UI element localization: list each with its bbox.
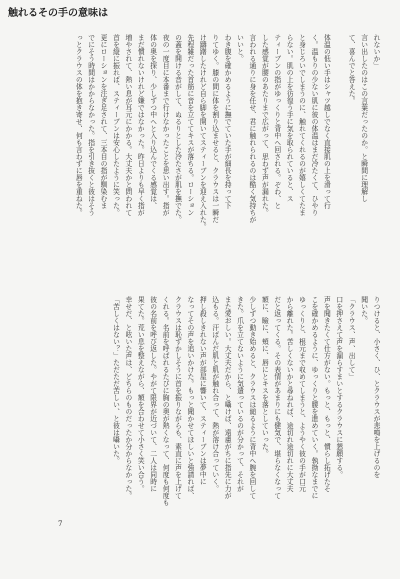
text-line: 先程雑だった首筋に音を立ててキスが落ちる。ローション [185, 34, 194, 216]
text-line: 体温の低い手はシャツ越しでなく直接肌の上を滑って行 [322, 34, 331, 209]
text-line: まだ慣れないけれど嫌ではなかった。昨日よりも早く指が [136, 34, 145, 216]
text-line: でにそう時間はかからなかった。指を引き抜くと彼はそう [86, 34, 95, 216]
text-line: 彼の名前を呼び返した。やがて限界が近づいて、二人は同時に [148, 296, 157, 492]
running-header: 触れるその手の意味は [8, 8, 108, 19]
text-line: した感覚が腰のあたりまで広がって、思わず声が漏れた。 [260, 34, 269, 216]
page-number: 7 [58, 520, 63, 528]
text-line: 更にローションを注ぎ足されて、三本目の指が馴染むま [99, 34, 108, 209]
text-line: け躊躇したけれど自ら脚を開いてスティーブンを迎え入れた。 [198, 34, 207, 230]
text-line: 体の奥を探り、少しずつ中へと入り込んでくる感覚は、 [148, 34, 157, 209]
text-line: れないか」 [372, 34, 380, 69]
text-line: 声を聞きたくて仕方がない。もっと、もっと、慣らし拓げたそ [322, 296, 331, 492]
lower-text-block [109, 296, 382, 534]
text-line: 込もる。汗ばんだ肌と肌が触れ合って、熱が溶け合っていく。 [210, 296, 219, 492]
text-line: わき腹を確かめるように撫でていた手が細長を持って下 [223, 34, 232, 209]
text-line: きた。爪を立てないように気遣っているのが分かって、それが [235, 296, 244, 492]
text-line: 少しずつ動き始めると、クラウスは縋るように背中へ腕を回して [247, 296, 256, 499]
text-line: ティーブンの指がゆっくりと背中へ回される。ぞわ、と [272, 34, 281, 209]
text-line: 言われる通りに身を任せ、君に触れられるのは酷く気持ちが [247, 34, 256, 223]
text-line: く。温もりの少ない肌に彼の体温はまだ冷たくて、ひやり [309, 34, 318, 216]
text-line: から離れた。苦しくないかと尋ねれば、途切れ途切れに大丈夫 [285, 296, 294, 492]
text-line: クラウスは恥ずかしそうに首を振りながらも、素直に声を上げて [173, 296, 182, 499]
text-line: こを確かめるように、ゆっくりと腰を進めていく。執拗なまでに [309, 296, 318, 499]
text-line: 「クラウス、声、出して」 [347, 296, 356, 380]
text-line: 聞いた。 [359, 296, 368, 324]
text-line: 額に、瞼に、頬に、唇にとキスを落としていった。 [260, 296, 269, 457]
text-line: 押し殺しきれない声が部屋に響いて、スティーブンは夢中に [198, 296, 207, 485]
text-line: 言い出したのはこの言葉だったのか。と瞬間に理解し [359, 34, 368, 202]
text-line: 口を押さえて声を漏らすまいとするクラウスに懇願する。 [334, 296, 343, 478]
text-line: と身じろいでしまうのに、触れてくれるのが嬉しくてたま [297, 34, 306, 216]
text-line: て、喜んでと答えた。 [347, 34, 356, 104]
text-line: 首を縦に振れば、スティーブンは安心したように笑った。 [111, 34, 120, 216]
text-line: くれる。名前を呼ばれるたびに胸の奥が熱くなって、何度も何度も [161, 296, 170, 506]
upper-text-block [72, 34, 382, 272]
text-line: っとクラウスの体を抱き寄せ、何も言わずに唇を重ねた。 [74, 34, 83, 216]
text-line: 果てた。荒い息を整えながら、額を合わせて小さく笑い合う。 [136, 296, 145, 492]
body-text-area [20, 34, 382, 534]
text-line: りてゆく。膝の間に体を割り込ませると、クラウスは一瞬だ [210, 34, 219, 223]
text-line: 夜の一度目に本番まで行けなかったことを思い出す。指が [161, 34, 170, 216]
text-line: りつけると、小さく、ひ、とクラウスが悲鳴を上げるのを [372, 296, 380, 478]
text-line: 「苦しくはない？」ただただ苦しい、と彼は囁いた。 [111, 296, 120, 464]
text-line: ゆっくりと、根元まで収めてしまうと、ようやく彼の手が口元 [297, 296, 306, 492]
text-line [332, 34, 344, 272]
text-line: なってその声を追いかけた。もっと聞かせてほしいと強請れば、 [185, 296, 194, 499]
text-line: だと返ってくる。その表情があまりにも健気で、堪らなくなって [272, 296, 281, 499]
text-line: いいと。 [235, 34, 244, 62]
text-line: また愛おしい。大丈夫だから、と囁けば、遠慮がちに指先に力が [223, 296, 232, 499]
text-line: らない。肌の上を彷徨う手に気を取られていると、ス [285, 34, 294, 202]
text-line: 幸せだ、と呟いた声は、どちらのものだったか分からなかった。 [123, 296, 132, 499]
text-line: 増やされて、熱い息が耳元にかかる。大丈夫かと問われて [123, 34, 132, 216]
text-line: の蓋を開ける音がして、ぬるりとした冷たさが肌を撫でた。 [173, 34, 182, 223]
